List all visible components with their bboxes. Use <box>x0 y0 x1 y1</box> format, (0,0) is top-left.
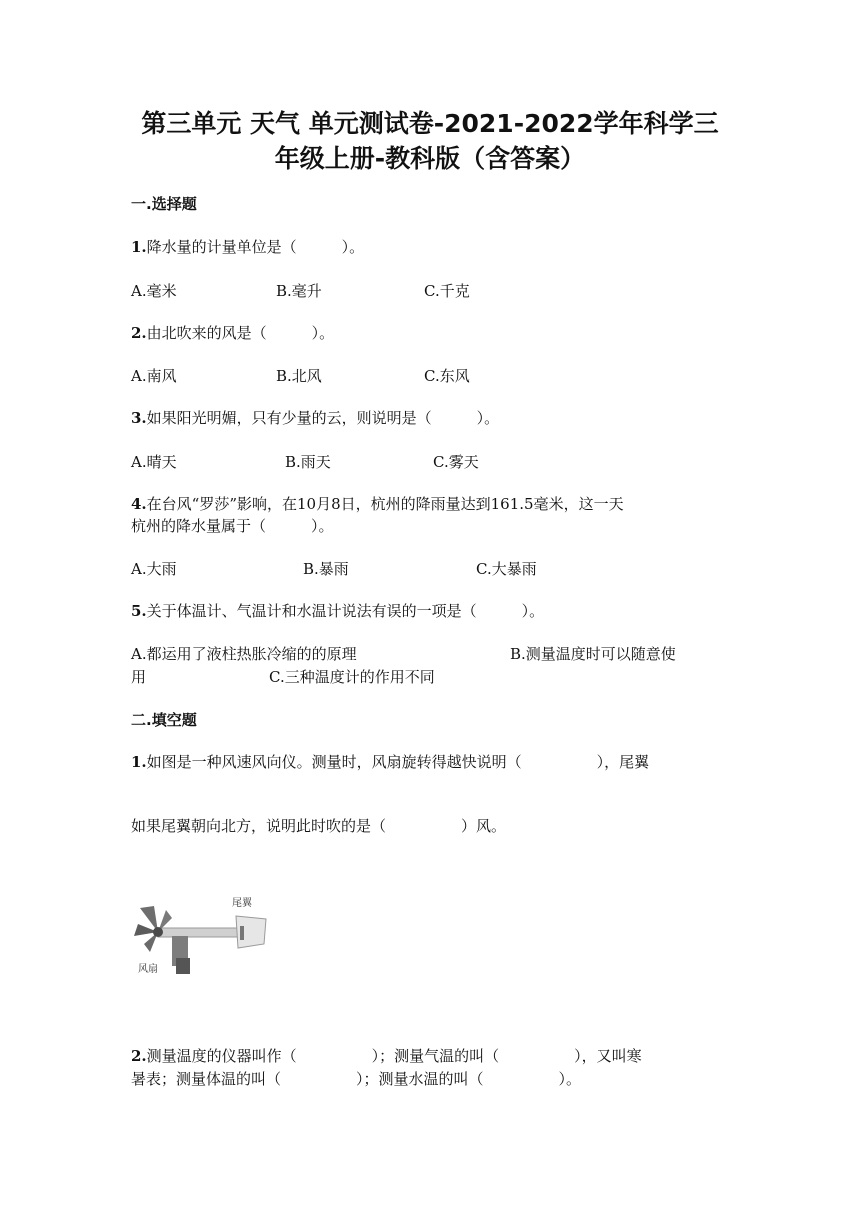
question-number: 1. <box>131 238 147 256</box>
question-text: 如图是一种风速风向仪。测量时，风扇旋转得越快说明（ ），尾翼 <box>146 753 650 771</box>
question-text: 关于体温计、气温计和水温计说法有误的一项是（ ）。 <box>146 602 545 620</box>
page-title <box>60 106 800 176</box>
fill-question-2-line-2: 暑表；测量体温的叫（ ）；测量水温的叫（ ）。 <box>131 1070 582 1088</box>
option-c: C.东风 <box>424 367 470 385</box>
question-text: 测量温度的仪器叫作（ ）；测量气温的叫（ ），又叫寒 <box>146 1047 642 1065</box>
option-b: B.雨天 <box>285 453 331 471</box>
question-4-line-1 <box>131 493 624 514</box>
question-text: 如果阳光明媚，只有少量的云，则说明是（ ）。 <box>146 409 500 427</box>
question-4-line-2: 杭州的降水量属于（ ）。 <box>131 517 334 535</box>
option-a: A.晴天 <box>131 453 177 471</box>
option-a: A.毫米 <box>131 282 177 300</box>
title-line-1: 第三单元 天气 单元测试卷-2021-2022学年科学三 <box>141 109 719 138</box>
fill-question-2-line-1 <box>131 1045 642 1066</box>
option-b: B.北风 <box>276 367 322 385</box>
anemometer-figure <box>128 886 278 986</box>
question-2 <box>131 322 334 343</box>
fill-question-1-line-2: 如果尾翼朝向北方，说明此时吹的是（ ）风。 <box>131 817 507 835</box>
label-tail: 尾翼 <box>232 898 252 909</box>
question-number: 4. <box>131 495 147 513</box>
option-b: B.暴雨 <box>303 560 349 578</box>
question-number: 3. <box>131 409 147 427</box>
option-b: B.测量温度时可以随意使 <box>510 645 676 663</box>
question-number: 2. <box>131 1047 147 1065</box>
anemometer-illustration <box>128 886 278 986</box>
question-text: 在台风“罗莎”影响，在10月8日，杭州的降雨量达到161.5毫米，这一天 <box>146 495 624 513</box>
option-c: C.三种温度计的作用不同 <box>269 668 435 686</box>
question-number: 5. <box>131 602 147 620</box>
question-5 <box>131 600 544 621</box>
option-b-continued: 用 <box>131 668 147 686</box>
section-heading-choice: 一.选择题 <box>131 195 197 213</box>
question-1 <box>131 236 364 257</box>
option-a: A.南风 <box>131 367 177 385</box>
question-text: 由北吹来的风是（ ）。 <box>146 324 335 342</box>
title-line-2: 年级上册-教科版（含答案） <box>274 144 586 173</box>
option-a: A.都运用了液柱热胀冷缩的的原理 <box>131 645 357 663</box>
option-c: C.大暴雨 <box>476 560 537 578</box>
question-number: 1. <box>131 753 147 771</box>
question-text: 降水量的计量单位是（ ）。 <box>146 238 365 256</box>
fill-question-1-line-1 <box>131 751 649 772</box>
question-number: 2. <box>131 324 147 342</box>
option-a: A.大雨 <box>131 560 177 578</box>
section-heading-fill: 二.填空题 <box>131 711 197 729</box>
option-c: C.雾天 <box>433 453 479 471</box>
question-3 <box>131 407 499 428</box>
option-c: C.千克 <box>424 282 470 300</box>
option-b: B.毫升 <box>276 282 322 300</box>
label-fan: 风扇 <box>138 964 158 975</box>
